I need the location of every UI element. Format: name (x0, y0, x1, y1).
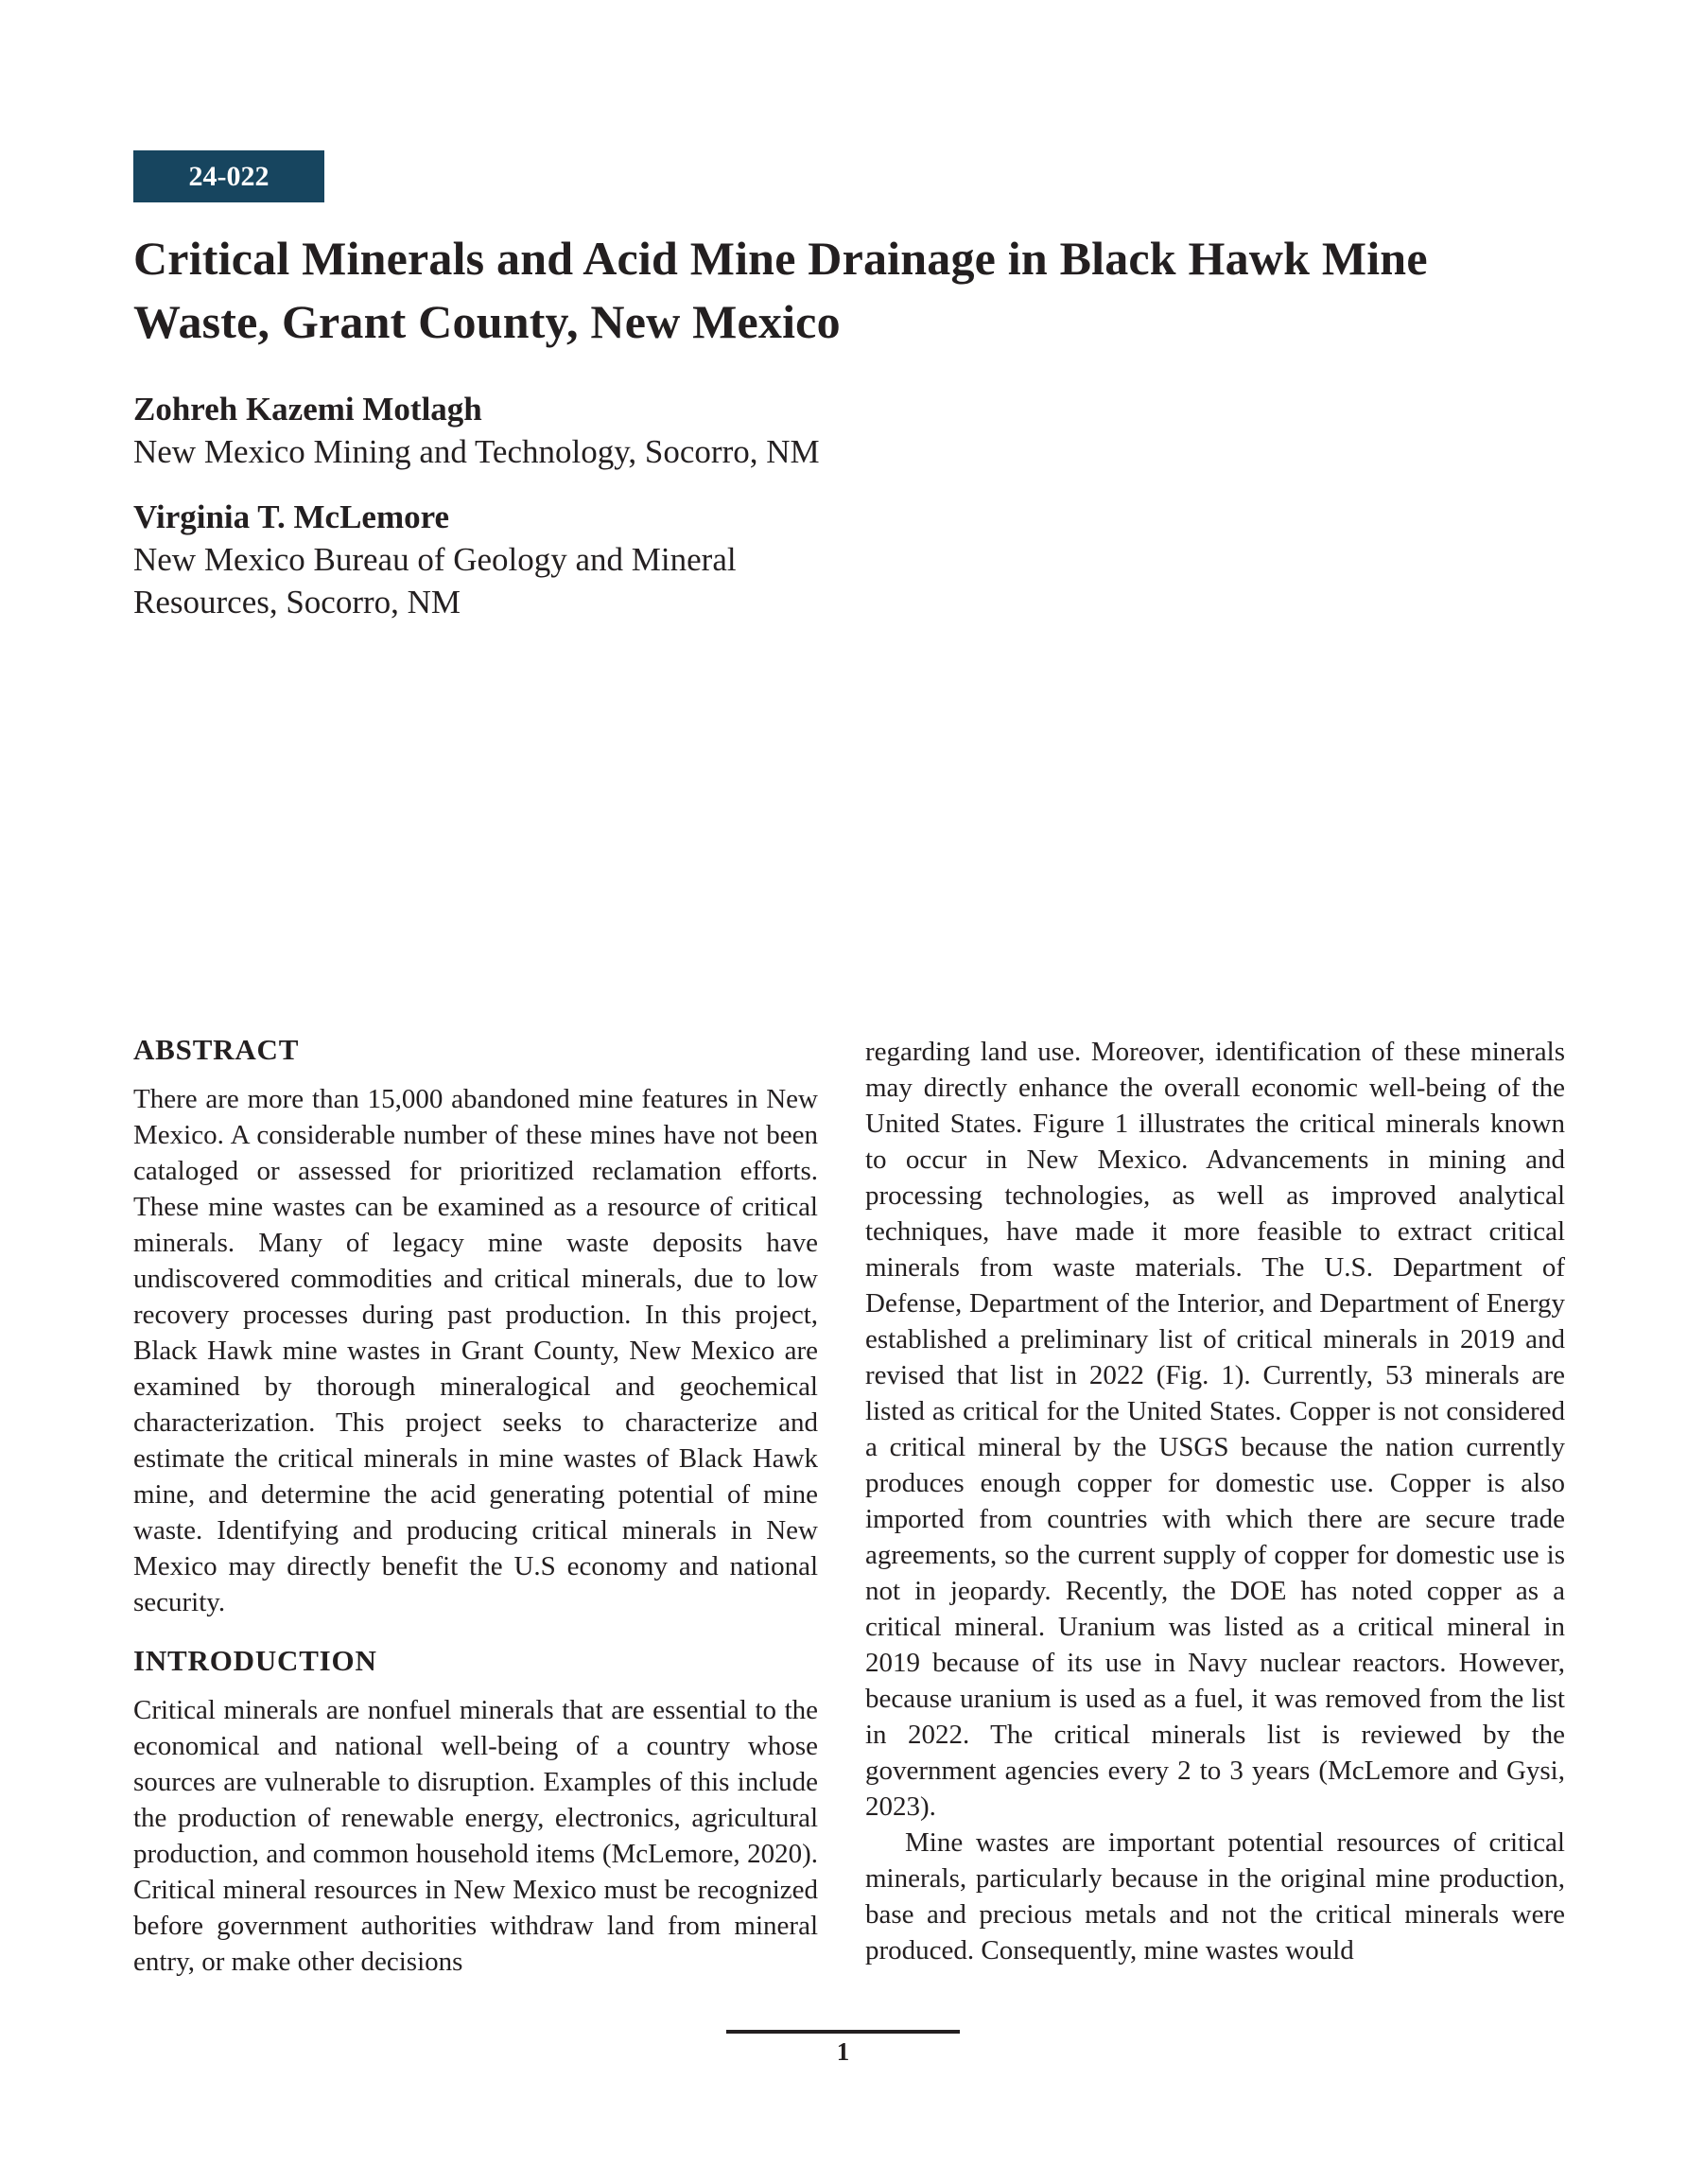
author-2 (133, 496, 984, 623)
right-column-paragraph-2: Mine wastes are important potential resources of critical minerals, particularly because in the original mine production, base and precious metals and not the critical minerals were produced. Consequently, mine wastes would (865, 1827, 1565, 1966)
author-1-affiliation: New Mexico Mining and Technology, Socorro, NM (133, 433, 820, 470)
introduction-heading: INTRODUCTION (133, 1644, 377, 1677)
report-number: 24-022 (188, 160, 270, 192)
author-1-name: Zohreh Kazemi Motlagh (133, 391, 482, 428)
page-title-line-1: Critical Minerals and Acid Mine Drainage in Black Hawk Mine (133, 232, 1428, 285)
abstract-heading: ABSTRACT (133, 1033, 300, 1066)
page-number: 1 (836, 2037, 850, 2066)
author-2-affiliation-line-2: Resources, Socorro, NM (133, 584, 461, 620)
author-2-affiliation-line-1: New Mexico Bureau of Geology and Mineral (133, 541, 737, 578)
column-right (865, 1034, 1565, 1980)
page-title-line-2: Waste, Grant County, New Mexico (133, 295, 841, 348)
column-left (133, 1034, 818, 1980)
abstract-text: There are more than 15,000 abandoned mine features in New Mexico. A considerable number of these mines have not been cataloged or assessed for prioritized reclamation efforts. These mine wastes can be examined as a resource of critical minerals. Many of legacy mine waste deposits have undiscovered commodities and critical minerals, due to low recovery processes during past production. In this project, Black Hawk mine wastes in Grant County, New Mexico are examined by thorough mineralogical and geochemical characterization. This project seeks to characterize and estimate the critical minerals in mine wastes of Black Hawk mine, and determine the acid generating potential of mine waste. Identifying and producing critical minerals in New Mexico may directly benefit the U.S economy and national security. (133, 1084, 818, 1617)
right-column-paragraph-1: regarding land use. Moreover, identification of these minerals may directly enhance the overall economic well-being of the United States. Figure 1 illustrates the critical minerals known to occur in New Mexico. Advancements in mining and processing technologies, as well as improved analytical techniques, have made it more feasible to extract critical minerals from waste materials. The U.S. Department of Defense, Department of the Interior, and Department of Energy established a preliminary list of critical minerals in 2019 and revised that list in 2022 (Fig. 1). Currently, 53 minerals are listed as critical for the United States. Copper is not considered a critical mineral by the USGS because the nation currently produces enough copper for domestic use. Copper is also imported from countries with which there are secure trade agreements, so the current supply of copper for domestic use is not in jeopardy. Recently, the DOE has noted copper as a critical mineral. Uranium was listed as a critical mineral in 2019 because of its use in Navy nuclear reactors. However, because uranium is used as a fuel, it was removed from the list in 2022. The critical minerals list is reviewed by the government agencies every 2 to 3 years (McLemore and Gysi, 2023). (865, 1037, 1565, 1822)
author-2-name: Virginia T. McLemore (133, 498, 450, 535)
author-1 (133, 388, 984, 473)
footer-rule (726, 2030, 960, 2034)
report-number-badge (133, 150, 324, 202)
introduction-text: Critical minerals are nonfuel minerals that are essential to the economical and national well-being of a country whose sources are vulnerable to disruption. Examples of this include the production of renewable energy, electronics, agricultural production, and common household items (McLemore, 2020). Critical mineral resources in New Mexico must be recognized before government authorities withdraw land from mineral entry, or make other decisions (133, 1695, 818, 1977)
body-columns (133, 1034, 1565, 1980)
authors-block (133, 388, 984, 646)
page-title (133, 227, 1533, 354)
